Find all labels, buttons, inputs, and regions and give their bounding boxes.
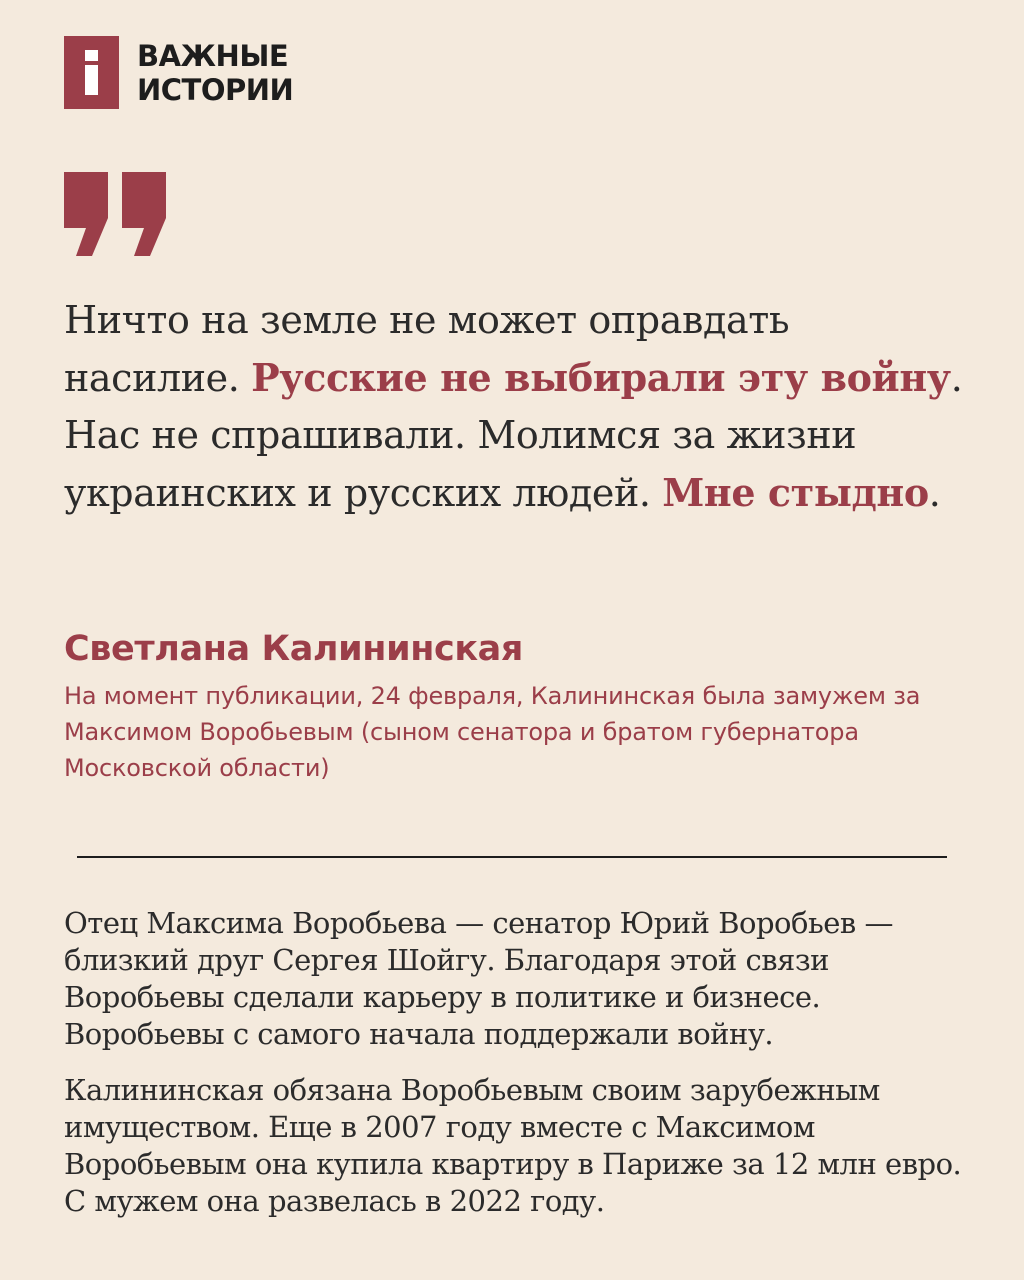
brand-logo bbox=[64, 36, 293, 109]
brand-name-line2: ИСТОРИИ bbox=[137, 72, 294, 107]
author-caption: На момент публикации, 24 февраля, Калининская была замужем за Максимом Воробьевым (сыном сенатора и братом губернатора Московской области) bbox=[64, 682, 921, 782]
divider bbox=[77, 856, 947, 858]
quote-highlight: Мне стыдно bbox=[662, 470, 929, 515]
brand-name bbox=[137, 39, 293, 107]
body-paragraph: Калининская обязана Воробьевым своим зарубежным имуществом. Еще в 2007 году вместе с Максимом Воробьевым она купила квартиру в Париже за 12 млн евро. С мужем она развелась в 2022 году. bbox=[64, 1073, 962, 1218]
quote-text bbox=[64, 292, 964, 522]
quote-mark-icon bbox=[64, 172, 170, 256]
quote-part: . Нас не спрашивали. Молимся за жизни украинских и русских людей. bbox=[64, 356, 963, 515]
body-paragraph: Отец Максима Воробьева — сенатор Юрий Воробьев — близкий друг Сергея Шойгу. Благодаря этой связи Воробьевы сделали карьеру в политике и бизнесе. Воробьевы с самого начала поддержали войну. bbox=[64, 906, 893, 1051]
quote-highlight: Русские не выбирали эту войну bbox=[251, 355, 951, 400]
quote-part: Ничто на земле не может оправдать насилие. bbox=[64, 298, 790, 400]
quote-part: . bbox=[928, 471, 941, 515]
author-name: Светлана Калининская bbox=[64, 629, 523, 669]
brand-name-line1: ВАЖНЫЕ bbox=[137, 38, 289, 73]
important-stories-logo-icon bbox=[64, 36, 119, 109]
